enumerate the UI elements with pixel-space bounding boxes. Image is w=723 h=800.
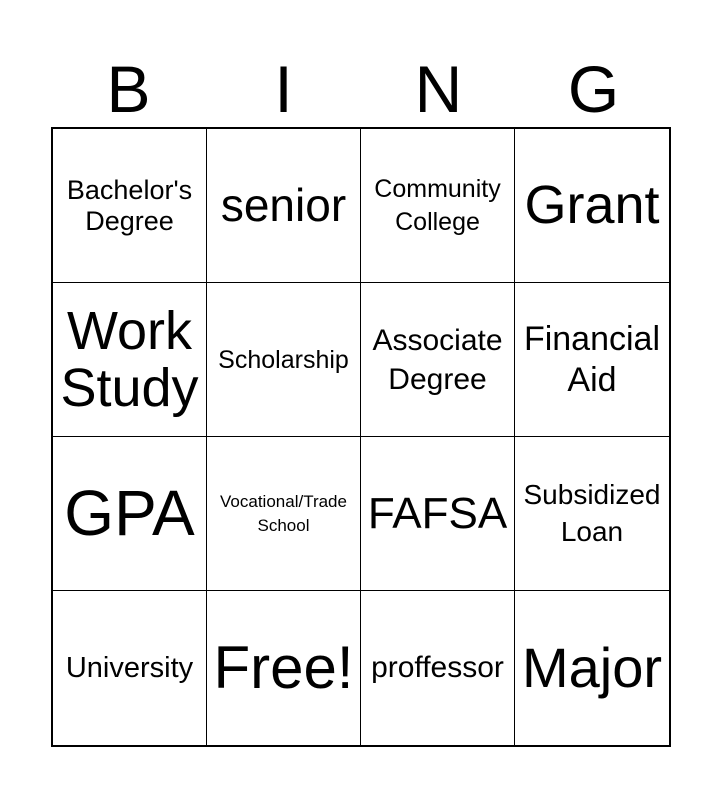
cell-label: Free! [213,634,354,702]
bingo-header [51,50,671,128]
bingo-cell-r3c4[interactable] [515,437,669,591]
cell-label: Major [521,635,663,699]
cell-label: senior [220,178,347,231]
bingo-cell-r2c4[interactable] [515,283,669,437]
bingo-cell-r1c4[interactable] [515,129,669,283]
bingo-cell-r3c3[interactable] [361,437,515,591]
cell-label: Bachelor's Degree [66,175,193,236]
cell-label: GPA [64,476,195,549]
bingo-board [51,127,671,747]
header-letter-n: N [414,52,463,126]
cell-label: proffessor [371,651,504,685]
bingo-cell-r2c3[interactable] [361,283,515,437]
bingo-cell-r4c4[interactable] [515,591,669,745]
header-letter-g: G [567,52,620,126]
bingo-cell-r4c1[interactable] [53,591,207,745]
cell-label: Associate Degree [372,323,503,396]
bingo-cell-r1c1[interactable] [53,129,207,283]
cell-label: University [65,651,194,684]
header-letter-b: B [106,52,151,126]
bingo-cell-r4c3[interactable] [361,591,515,745]
cell-label: Work Study [60,300,199,418]
bingo-cell-r3c1[interactable] [53,437,207,591]
bingo-cell-r1c2[interactable] [207,129,361,283]
cell-label: Grant [524,175,660,236]
header-letter-i: I [274,52,293,126]
bingo-cell-r2c1[interactable] [53,283,207,437]
bingo-cell-r3c2[interactable] [207,437,361,591]
cell-label: Scholarship [218,345,349,374]
cell-label: Vocational/Trade School [220,491,347,535]
bingo-cell-r2c2[interactable] [207,283,361,437]
bingo-cell-r4c2[interactable] [207,591,361,745]
cell-label: FAFSA [367,488,508,538]
cell-label: Financial Aid [523,319,661,399]
cell-label: Subsidized Loan [523,479,661,547]
bingo-cell-r1c3[interactable] [361,129,515,283]
cell-label: Community College [374,175,501,236]
